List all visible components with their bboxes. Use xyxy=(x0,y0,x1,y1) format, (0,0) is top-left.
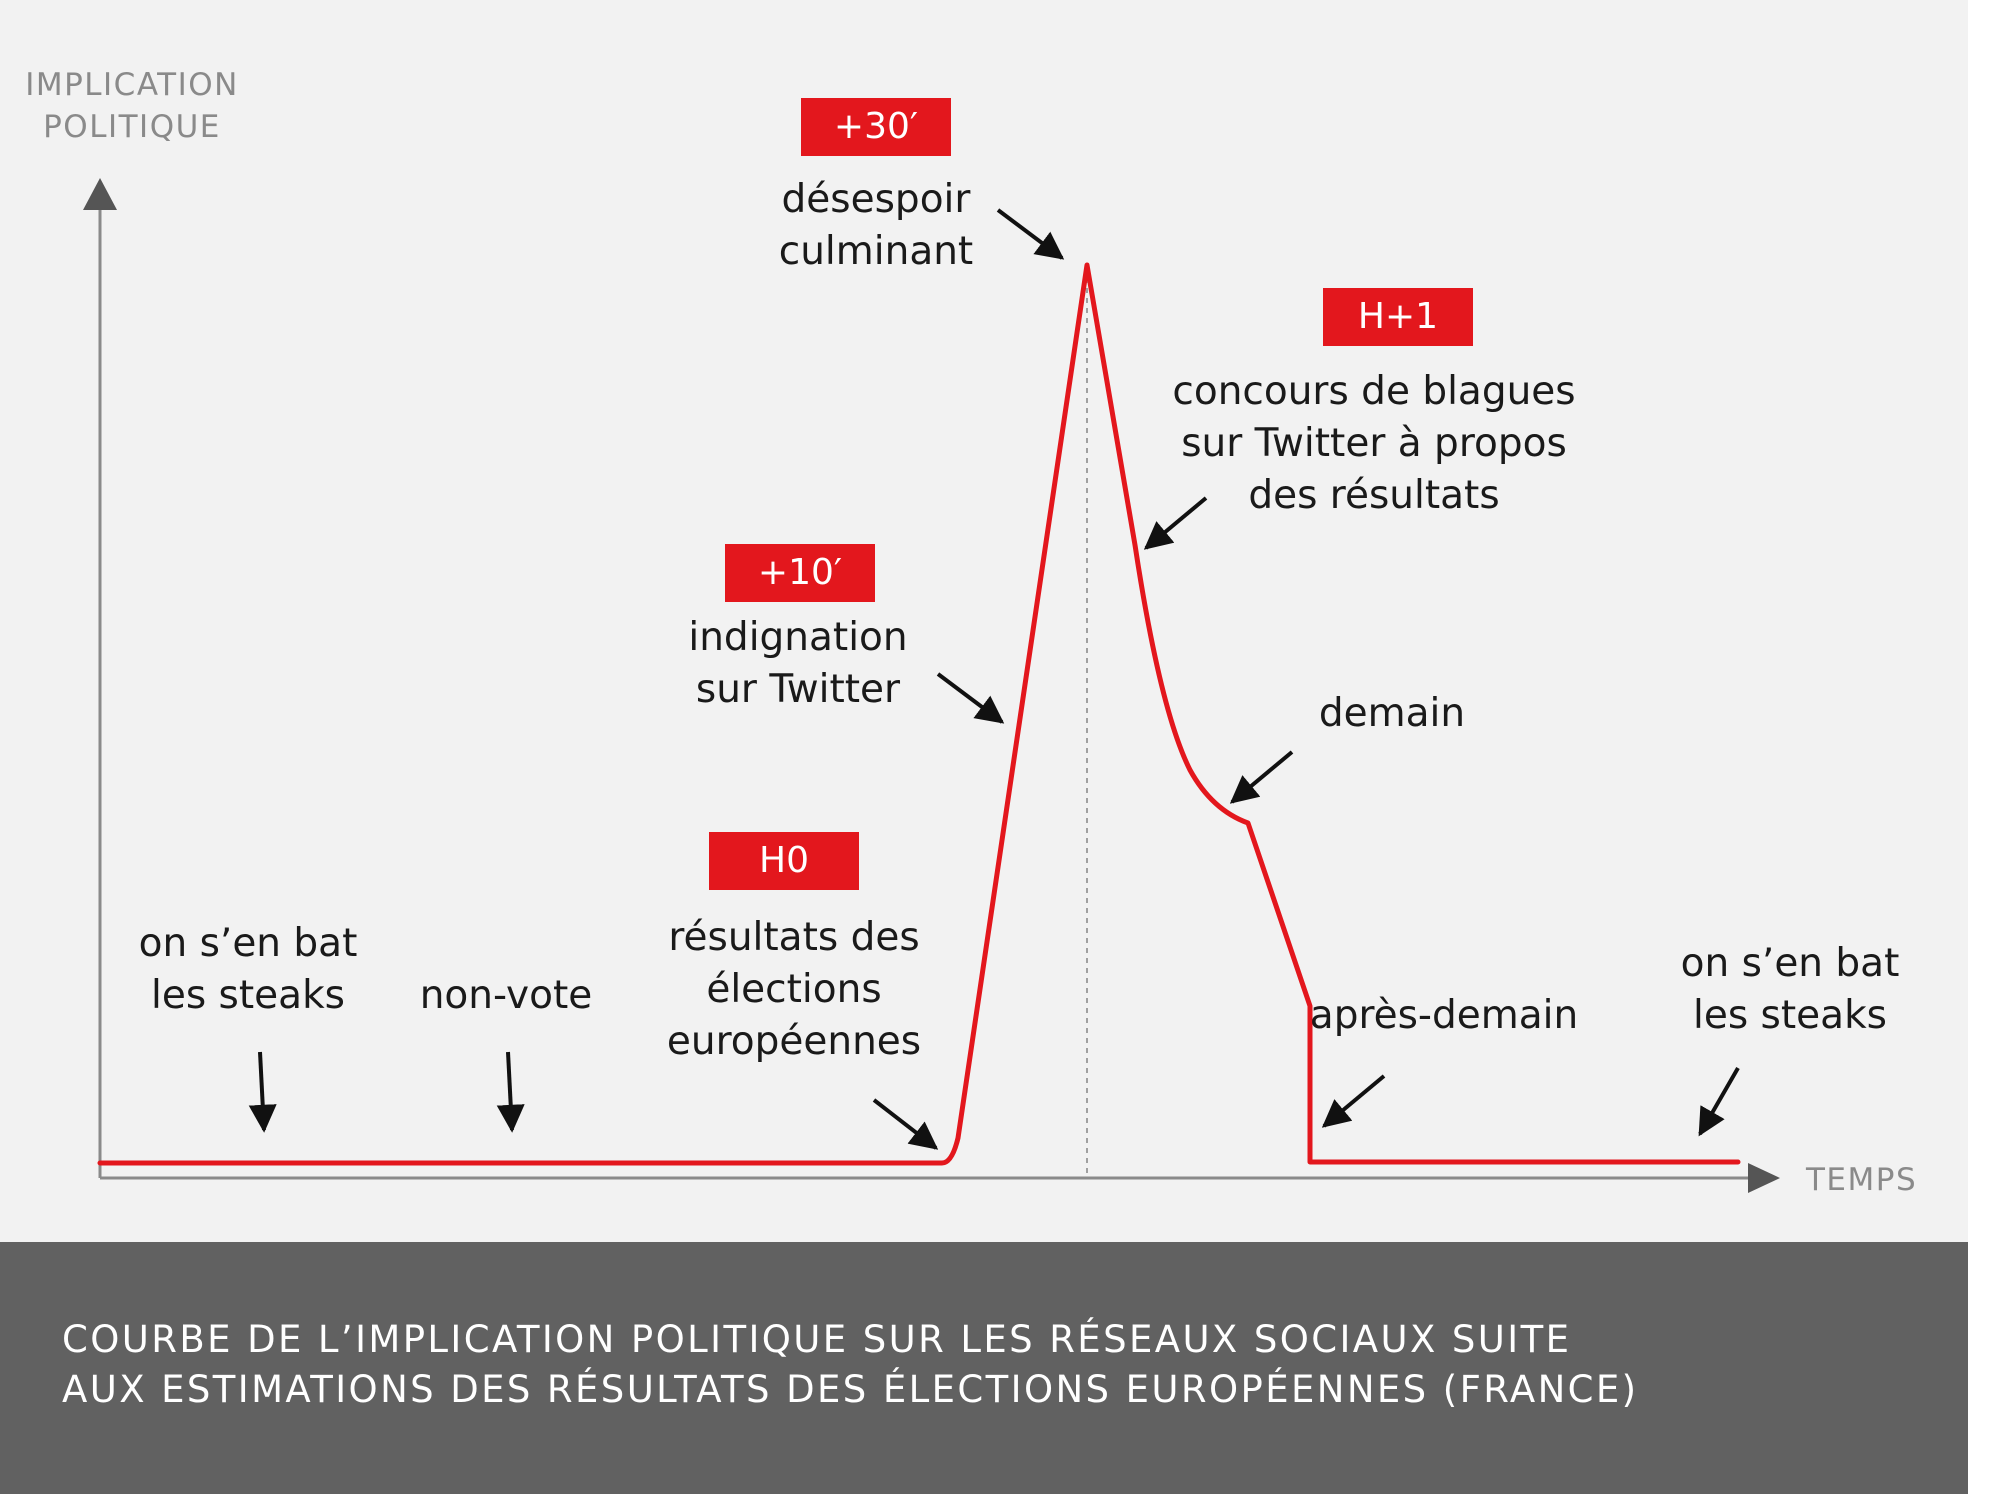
annotation-line: sur Twitter à propos xyxy=(1181,421,1567,466)
annotation-apres-demain xyxy=(1310,990,1578,1042)
y-axis-arrowhead xyxy=(83,178,117,210)
annotation-line: résultats des xyxy=(668,915,920,960)
annotation-line: sur Twitter xyxy=(695,667,901,712)
tag-h1: H+1 xyxy=(1323,288,1473,346)
caption-line-1: COURBE DE L’IMPLICATION POLITIQUE SUR LES RÉSEAUX SOCIAUX SUITE xyxy=(62,1318,1572,1361)
arrow-ignore-right xyxy=(1700,1068,1738,1134)
annotation-line: non-vote xyxy=(419,973,593,1018)
annotation-line: on s’en bat xyxy=(1680,941,1900,986)
annotation-line: désespoir xyxy=(781,177,971,222)
arrow-ignore-left xyxy=(260,1052,264,1130)
annotation-non-vote xyxy=(420,970,593,1022)
arrow-plus10 xyxy=(938,674,1002,722)
annotation-line: élections xyxy=(706,967,882,1012)
annotation-line: des résultats xyxy=(1248,473,1500,518)
caption-line-2: AUX ESTIMATIONS DES RÉSULTATS DES ÉLECTIONS EUROPÉENNES (FRANCE) xyxy=(62,1368,1639,1411)
annotation-line: européennes xyxy=(666,1019,922,1064)
annotation-h1 xyxy=(1172,366,1575,522)
arrow-demain xyxy=(1232,752,1292,802)
annotation-line: demain xyxy=(1318,691,1466,736)
arrow-non-vote xyxy=(508,1052,512,1130)
annotation-line: concours de blagues xyxy=(1172,369,1576,414)
annotation-line: les steaks xyxy=(151,973,345,1018)
annotation-h0 xyxy=(667,912,921,1068)
annotation-line: les steaks xyxy=(1693,993,1887,1038)
annotation-ignore-right xyxy=(1681,938,1900,1042)
tag-plus10: +10′ xyxy=(725,544,875,602)
y-axis-label-line-1: IMPLICATION xyxy=(25,67,239,103)
annotation-ignore-left xyxy=(139,918,358,1022)
annotation-plus30 xyxy=(779,174,973,278)
tag-plus30: +30′ xyxy=(801,98,951,156)
annotation-line: culminant xyxy=(778,229,974,274)
caption-band xyxy=(0,1242,1968,1494)
arrow-plus30 xyxy=(998,210,1062,258)
arrow-apres-demain xyxy=(1324,1076,1384,1126)
x-axis-arrowhead xyxy=(1748,1163,1780,1193)
x-axis-label: TEMPS xyxy=(1806,1162,1918,1198)
annotation-demain xyxy=(1319,688,1465,740)
y-axis-label-line-2: POLITIQUE xyxy=(43,109,221,145)
y-axis-label xyxy=(8,64,256,148)
annotation-plus10 xyxy=(688,612,907,716)
annotation-line: après-demain xyxy=(1309,993,1579,1038)
annotation-line: on s’en bat xyxy=(138,921,358,966)
annotation-line: indignation xyxy=(688,615,908,660)
tag-h0: H0 xyxy=(709,832,859,890)
arrow-h0 xyxy=(874,1100,936,1148)
